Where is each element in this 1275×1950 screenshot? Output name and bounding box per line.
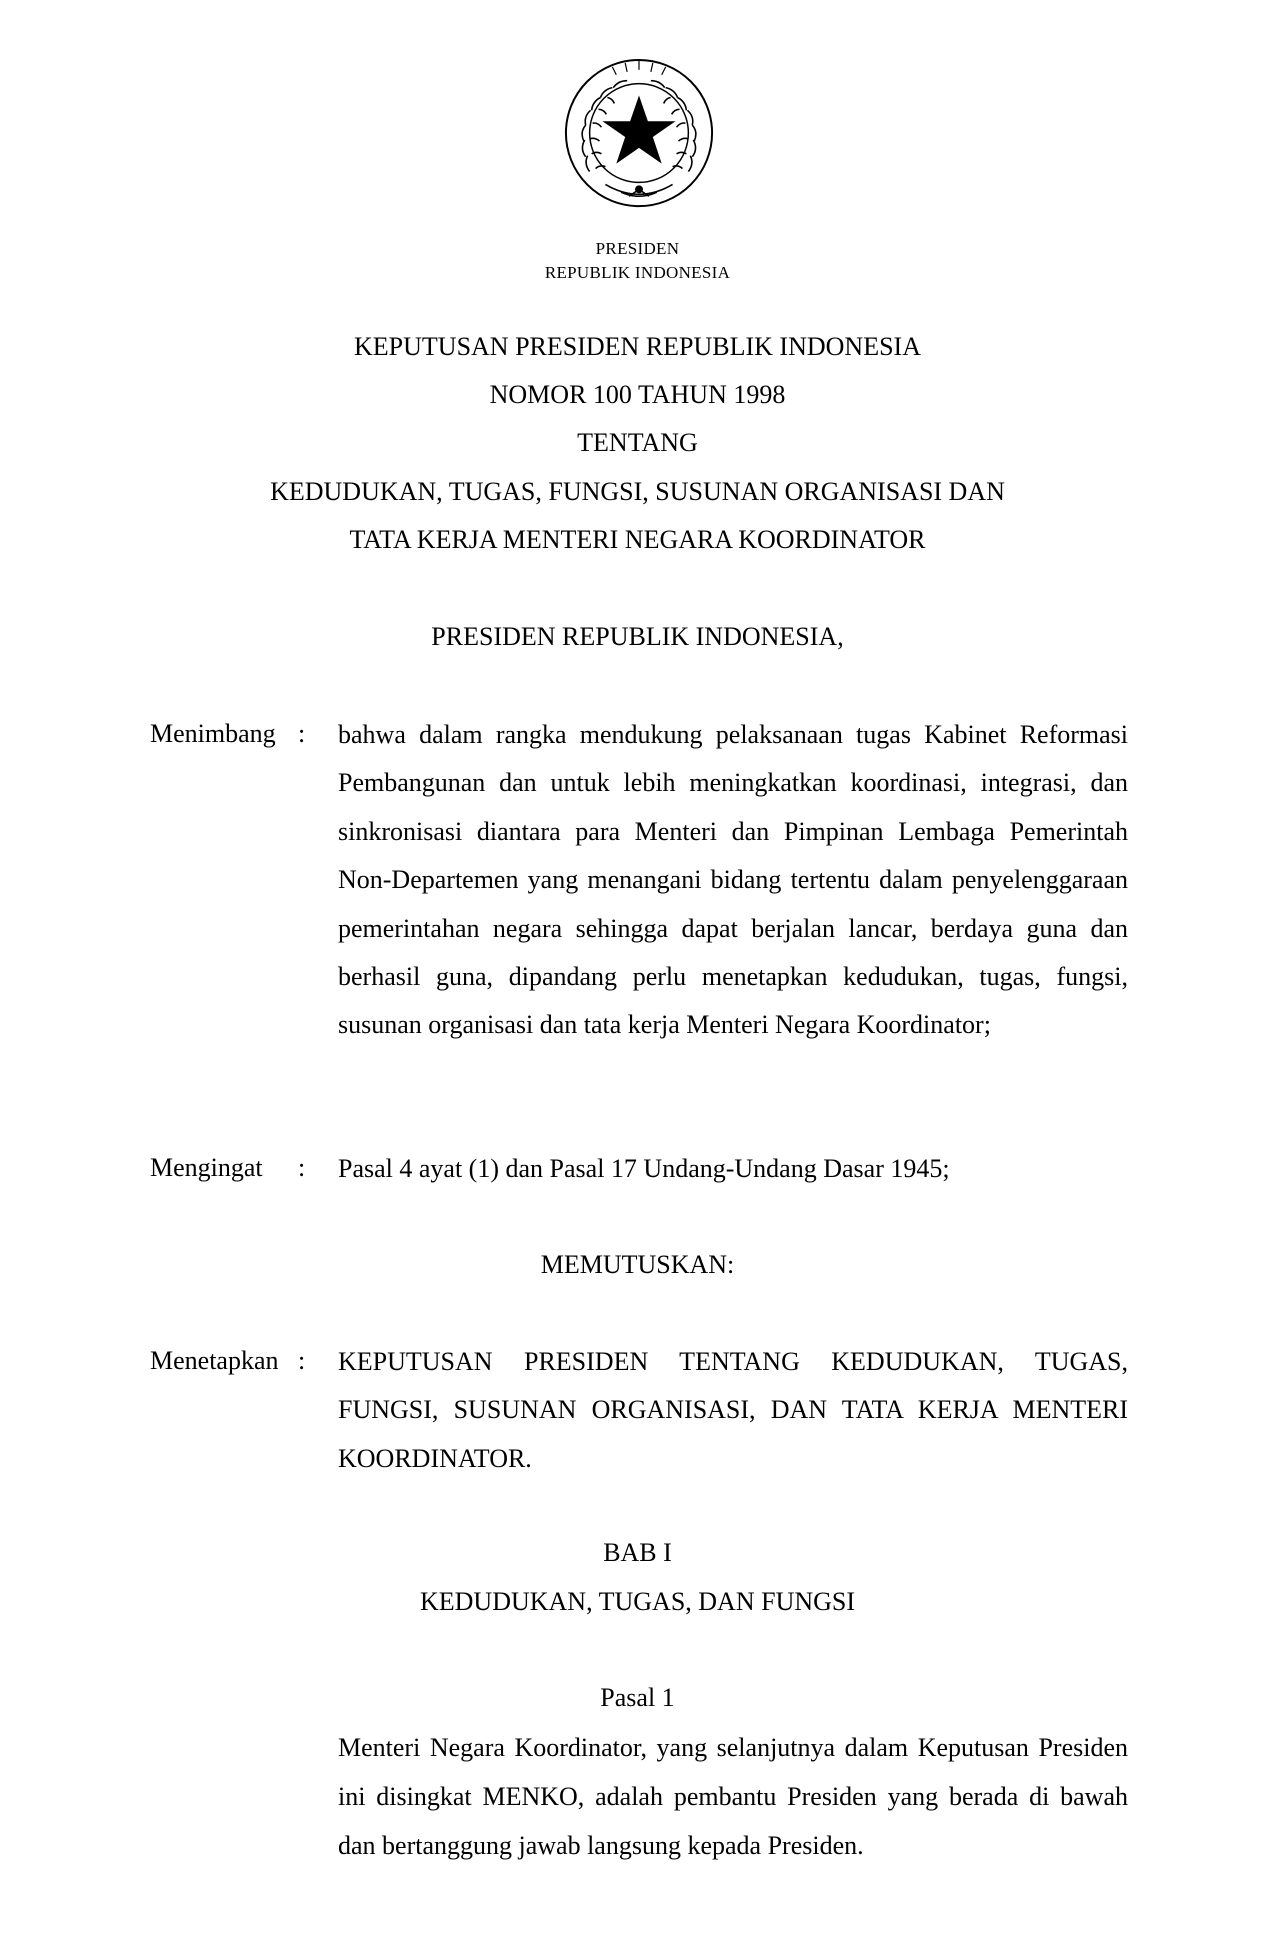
menimbang-colon: : [298, 719, 306, 748]
menetapkan-colon: : [298, 1346, 306, 1375]
title-line-4: KEDUDUKAN, TUGAS, FUNGSI, SUSUNAN ORGANISASI DAN [270, 477, 1005, 506]
menimbang-label: Menimbang [150, 719, 276, 748]
header-republik-indonesia: REPUBLIK INDONESIA [544, 263, 731, 282]
title-line-3: TENTANG [577, 428, 698, 457]
mengingat-label: Mengingat [150, 1153, 263, 1182]
title-line-1: KEPUTUSAN PRESIDEN REPUBLIK INDONESIA [354, 332, 921, 361]
mengingat-colon: : [298, 1153, 306, 1182]
title-line-5: TATA KERJA MENTERI NEGARA KOORDINATOR [349, 525, 926, 554]
pasal-1-text: Menteri Negara Koordinator, yang selanjutnya dalam Keputusan Presiden ini disingkat MENKO, adalah pembantu Presiden yang berada di bawah dan bertanggung jawab langsung kepada Presiden. [338, 1733, 1128, 1860]
president-line: PRESIDEN REPUBLIK INDONESIA, [431, 622, 844, 651]
menetapkan-label: Menetapkan [150, 1346, 279, 1375]
menimbang-text: bahwa dalam rangka mendukung pelaksanaan tugas Kabinet Reformasi Pembangunan dan untuk lebih meningkatkan koordinasi, integrasi, dan sinkronisasi diantara para Menteri dan Pimpinan Lembaga Pemerintah Non-Departemen yang menangani bidang tertentu dalam penyelenggaraan pemerintahan negara sehingga dapat berjalan lancar, berdaya guna dan berhasil guna, dipandang perlu menetapkan kedudukan, tugas, fungsi, susunan organisasi dan tata kerja Menteri Negara Koordinator; [338, 720, 1128, 1040]
pasal-1-heading: Pasal 1 [600, 1683, 675, 1712]
garuda-star-emblem-icon [560, 58, 718, 216]
bab-number: BAB I [603, 1538, 672, 1567]
memutuskan-heading: MEMUTUSKAN: [540, 1250, 735, 1279]
header-presiden: PRESIDEN [595, 239, 680, 258]
menetapkan-text: KEPUTUSAN PRESIDEN TENTANG KEDUDUKAN, TUGAS, FUNGSI, SUSUNAN ORGANISASI, DAN TATA KERJA MENTERI KOORDINATOR. [338, 1347, 1128, 1473]
bab-title: KEDUDUKAN, TUGAS, DAN FUNGSI [419, 1587, 856, 1616]
title-line-2: NOMOR 100 TAHUN 1998 [489, 380, 786, 409]
mengingat-text: Pasal 4 ayat (1) dan Pasal 17 Undang-Undang Dasar 1945; [338, 1154, 950, 1183]
